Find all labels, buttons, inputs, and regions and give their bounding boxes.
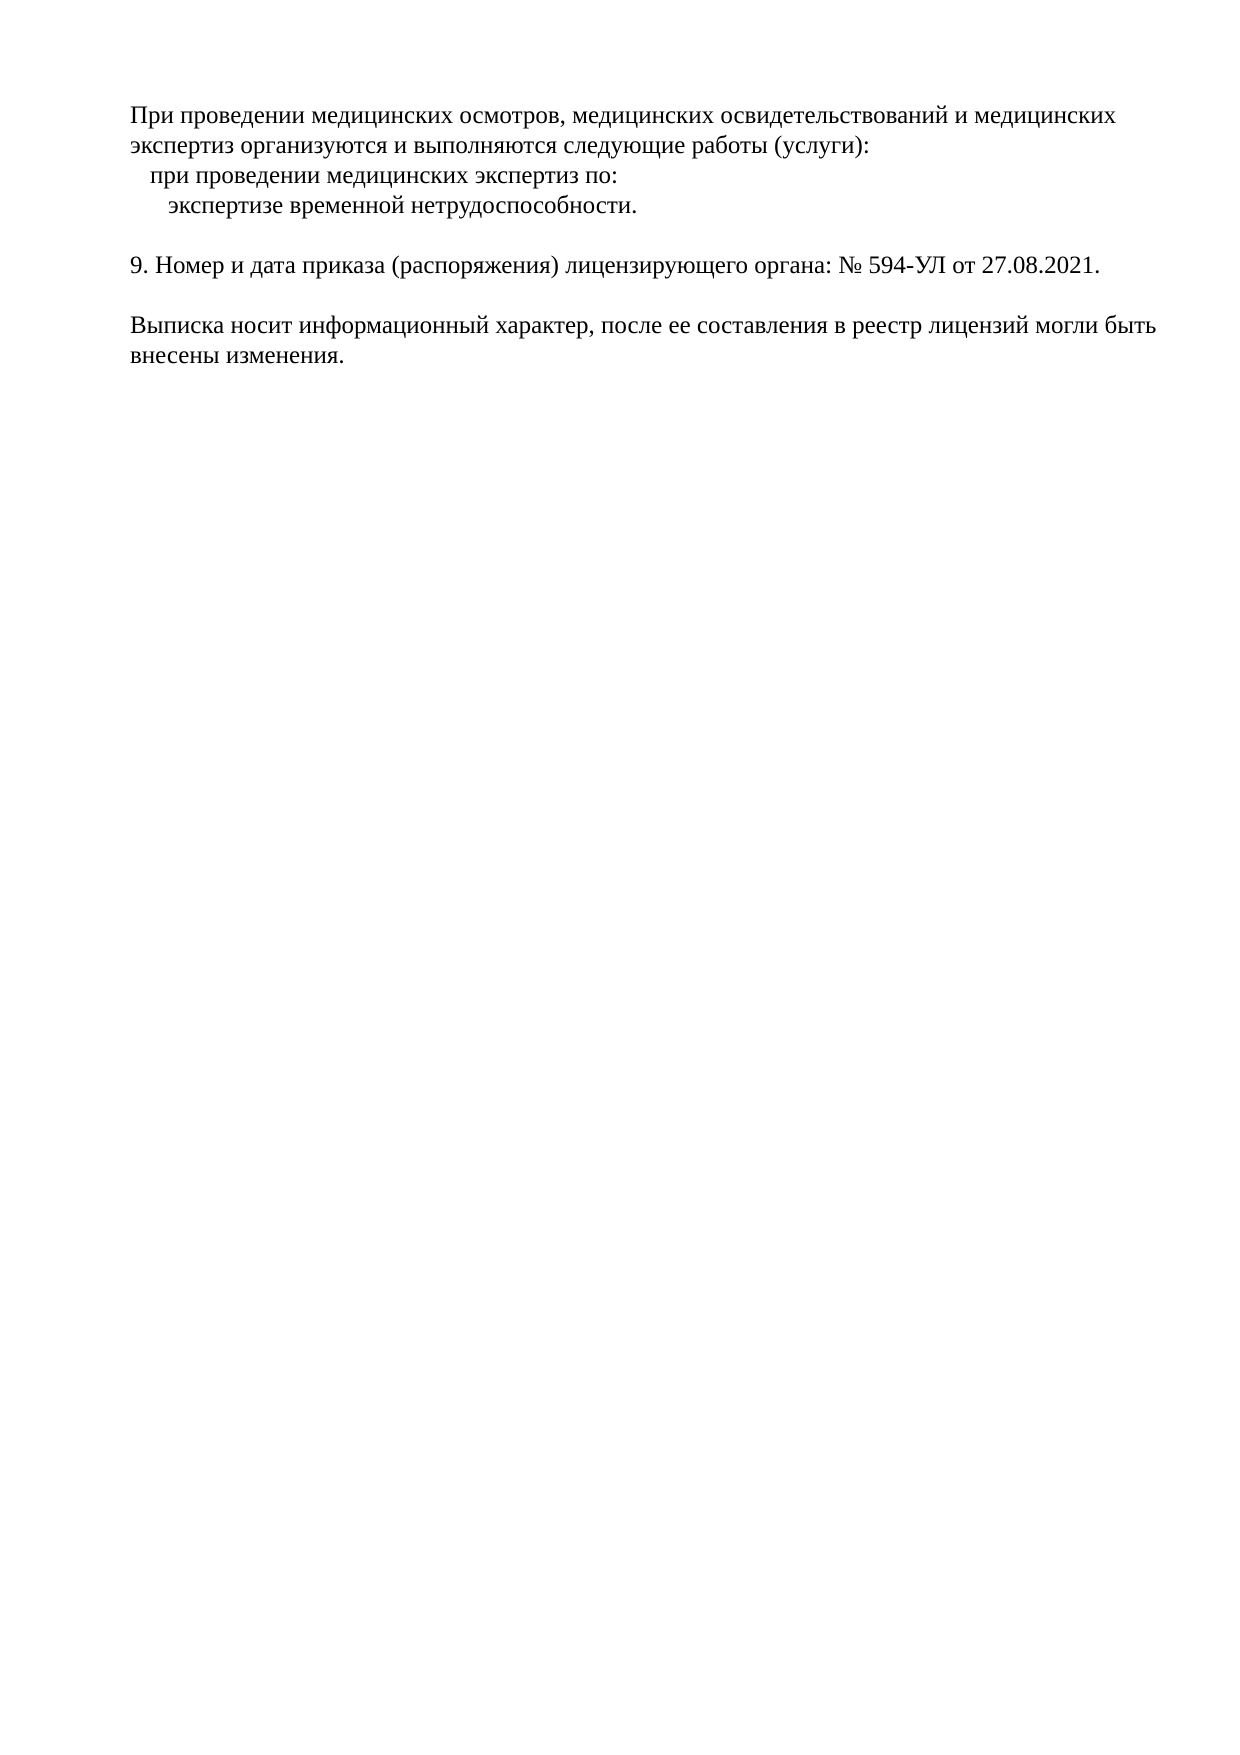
disclaimer-paragraph (130, 311, 1157, 371)
paragraph-spacer (130, 281, 1122, 311)
disclaimer-line-1: Выписка носит информационный характер, после ее составления в реестр лицензий могли быть (130, 312, 1157, 339)
paragraph-spacer (130, 221, 1122, 251)
order-number-line: 9. Номер и дата приказа (распоряжения) лицензирующего органа: № 594-УЛ от 27.08.2021. (130, 252, 1101, 279)
expertise-header-line: при проведении медицинских экспертиз по: (150, 162, 618, 189)
works-intro-line-2: экспертиз организуются и выполняются следующие работы (услуги): (130, 132, 870, 159)
works-intro-line-1: При проведении медицинских осмотров, медицинских освидетельствований и медицинских (130, 102, 1117, 129)
expertise-item-line: экспертизе временной нетрудоспособности. (168, 192, 638, 219)
disclaimer-line-2: внесены изменения. (130, 342, 345, 369)
order-number-paragraph (130, 251, 1122, 281)
works-services-paragraph (130, 101, 1122, 221)
